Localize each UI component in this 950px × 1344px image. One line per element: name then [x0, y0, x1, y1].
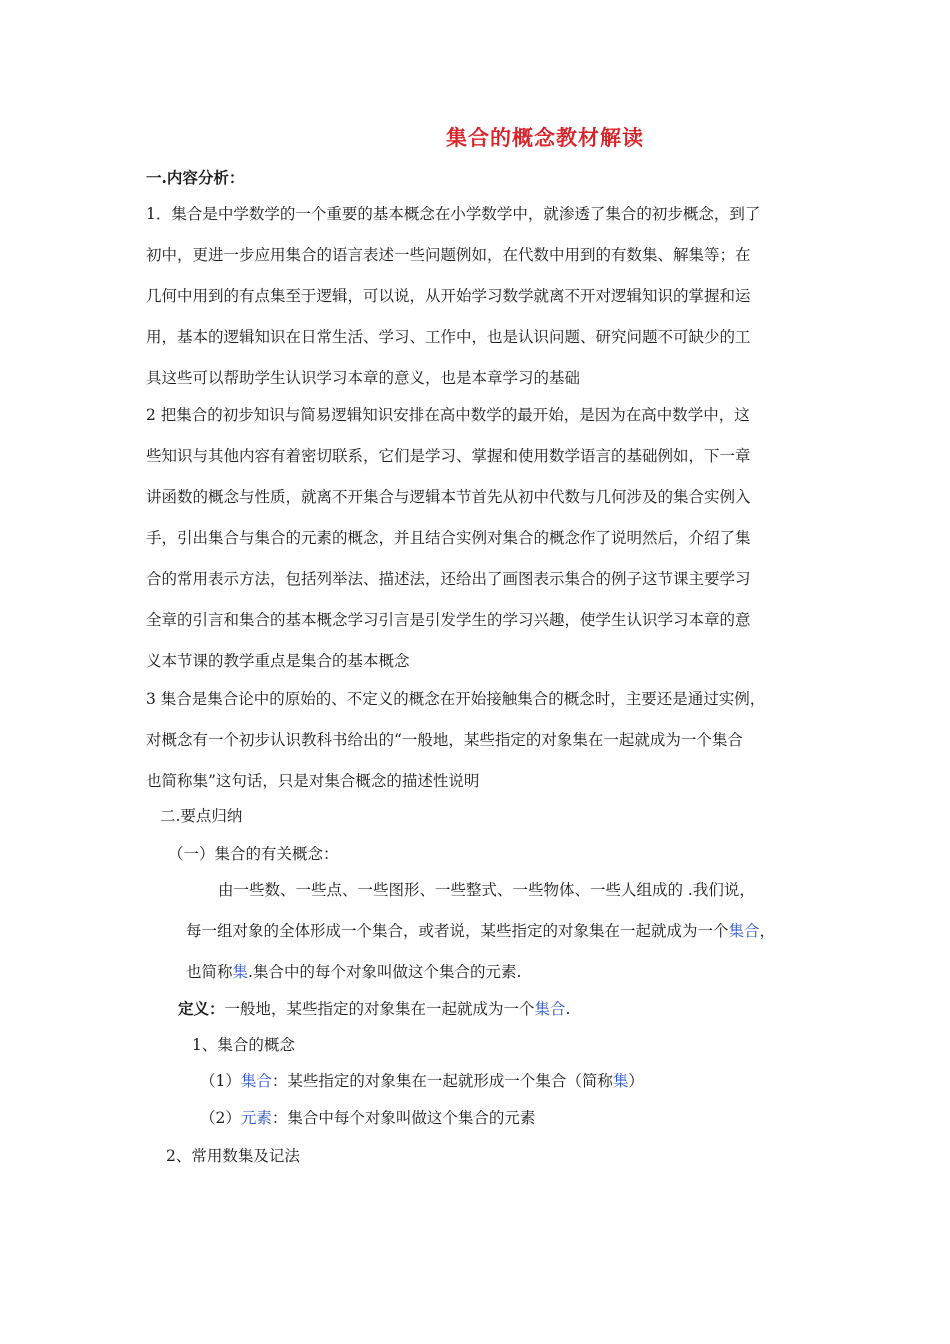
- paragraph-3-line-1: 3 集合是集合论中的原始的、不定义的概念在开始接触集合的概念时，主要还是通过实例，: [146, 690, 766, 708]
- item-text: ：集合中每个对象叫做这个集合的元素: [271, 1109, 536, 1127]
- paragraph-1-line-3: 几何中用到的有点集至于逻辑，可以说，从开始学习数学就离不开对逻辑知识的掌握和运: [146, 287, 751, 305]
- section-heading-content-analysis: 一.内容分析：: [146, 168, 245, 187]
- concept-paragraph-line-2: [186, 921, 775, 941]
- punctuation: ，: [759, 922, 776, 940]
- paragraph-2-line-1: 2 把集合的初步知识与简易逻辑知识安排在高中数学的最开始，是因为在高中数学中，这: [146, 406, 750, 424]
- item-1-heading: 1、集合的概念: [192, 1036, 295, 1054]
- paragraph-1-line-5: 具这些可以帮助学生认识学习本章的意义，也是本章学习的基础: [146, 369, 581, 387]
- concept-paragraph-line-3: [186, 962, 521, 982]
- subsection-heading-set-concepts: （一）集合的有关概念：: [168, 845, 339, 863]
- section-heading-key-points: 二.要点归纳: [160, 807, 243, 825]
- term-link-set-short[interactable]: 集: [612, 1072, 629, 1090]
- term-link-set-short[interactable]: 集: [232, 963, 249, 981]
- concept-text: 也简称: [186, 963, 233, 981]
- paragraph-2-line-5: 合的常用表示方法，包括列举法、描述法，还给出了画图表示集合的例子这节课主要学习: [146, 570, 751, 588]
- concept-paragraph-line-1: 由一些数、一些点、一些图形、一些整式、一些物体、一些人组成的 .我们说，: [218, 881, 755, 899]
- term-link-set[interactable]: 集合: [728, 922, 760, 940]
- paragraph-3-line-2: 对概念有一个初步认识教科书给出的“一般地，某些指定的对象集在一起就成为一个集合: [146, 731, 743, 749]
- term-link-set[interactable]: 集合: [534, 1000, 566, 1018]
- term-link-set[interactable]: 集合: [240, 1072, 272, 1090]
- item-1-a: [200, 1071, 644, 1091]
- concept-text: 每一组对象的全体形成一个集合，或者说，某些指定的对象集在一起就成为一个: [186, 922, 729, 940]
- item-number: （1）: [200, 1072, 241, 1090]
- document-title: 集合的概念教材解读: [446, 125, 644, 150]
- paragraph-1-line-1: 1．集合是中学数学的一个重要的基本概念在小学数学中，就渗透了集合的初步概念，到了: [146, 205, 761, 223]
- punctuation: ）: [628, 1072, 644, 1090]
- paragraph-2-line-6: 全章的引言和集合的基本概念学习引言是引发学生的学习兴趣，使学生认识学习本章的意: [146, 611, 751, 629]
- definition-text: 一般地，某些指定的对象集在一起就成为一个: [224, 1000, 535, 1018]
- definition-label: 定义：: [178, 999, 225, 1018]
- paragraph-2-line-2: 些知识与其他内容有着密切联系，它们是学习、掌握和使用数学语言的基础例如，下一章: [146, 447, 751, 465]
- paragraph-1-line-4: 用，基本的逻辑知识在日常生活、学习、工作中，也是认识问题、研究问题不可缺少的工: [146, 328, 751, 346]
- paragraph-2-line-4: 手，引出集合与集合的元素的概念，并且结合实例对集合的概念作了说明然后，介绍了集: [146, 529, 751, 547]
- paragraph-1-line-2: 初中，更进一步应用集合的语言表述一些问题例如，在代数中用到的有数集、解集等；在: [146, 246, 751, 264]
- term-link-element[interactable]: 元素: [240, 1109, 272, 1127]
- item-number: （2）: [200, 1109, 241, 1127]
- paragraph-2-line-3: 讲函数的概念与性质，就离不开集合与逻辑本节首先从初中代数与几何涉及的集合实例入: [146, 488, 751, 506]
- definition-line: [178, 999, 570, 1019]
- paragraph-3-line-3: 也简称集”这句话，只是对集合概念的描述性说明: [146, 772, 480, 790]
- punctuation: .: [565, 1000, 571, 1018]
- item-2-heading: 2、常用数集及记法: [166, 1147, 300, 1165]
- paragraph-2-line-7: 义本节课的教学重点是集合的基本概念: [146, 652, 410, 670]
- item-text: ：某些指定的对象集在一起就形成一个集合（简称: [271, 1072, 613, 1090]
- concept-text: .集合中的每个对象叫做这个集合的元素.: [248, 963, 522, 981]
- item-1-b: [200, 1108, 535, 1128]
